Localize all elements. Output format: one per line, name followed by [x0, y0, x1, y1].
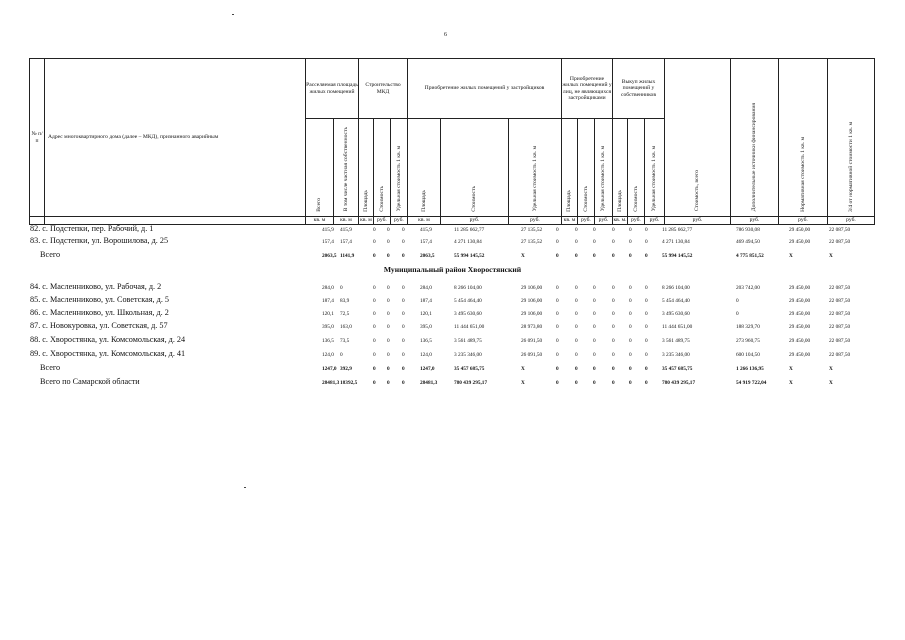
cell-value: 3 495 630,60 — [454, 311, 482, 317]
cell-value: 0 — [593, 253, 596, 259]
cell-value: 3 561 489,75 — [454, 338, 482, 344]
cell-value: 0 — [387, 380, 390, 386]
cell-value: 0 — [645, 338, 648, 344]
col-dop-istochniki: Дополнительные источники финансирования — [731, 59, 779, 217]
cell-value: 54 919 722,04 — [736, 380, 767, 386]
cell-value: 0 — [575, 311, 578, 317]
cell-value: 1247,0 — [322, 366, 337, 372]
cell-value: 0 — [373, 352, 376, 358]
cell-value: 0 — [612, 338, 615, 344]
row-address: 82. с. Подстепки, пер. Рабочий, д. 1 — [30, 224, 154, 233]
table-row — [0, 282, 905, 293]
cell-value: 124,0 — [420, 352, 432, 358]
cell-value: 284,0 — [420, 285, 432, 291]
cell-value: 0 — [612, 227, 615, 233]
cell-value: 29 106,00 — [521, 311, 543, 317]
cell-value: 0 — [575, 352, 578, 358]
cell-value: 0 — [645, 352, 648, 358]
cell-value: 0 — [402, 352, 405, 358]
cell-value: 0 — [402, 366, 405, 372]
unit-cell: руб. — [828, 217, 875, 225]
row-address: Всего — [40, 250, 61, 259]
cell-value: 55 994 145,52 — [454, 253, 485, 259]
cell-value: 11 444 651,00 — [662, 324, 693, 330]
cell-value: X — [789, 380, 793, 386]
cell-value: 0 — [402, 338, 405, 344]
table-row — [0, 295, 905, 306]
col-stoimost-vsego: Стоимость, всего — [665, 59, 731, 217]
row-address: 85. с. Масленниково, ул. Советская, д. 5 — [30, 295, 170, 304]
sub-stoimost: Стоимость — [441, 119, 509, 217]
cell-value: 0 — [556, 311, 559, 317]
cell-value: 0 — [645, 380, 648, 386]
cell-value: 0 — [629, 253, 632, 259]
cell-value: 469 494,50 — [736, 239, 760, 245]
cell-value: 0 — [629, 311, 632, 317]
cell-value: 0 — [575, 227, 578, 233]
cell-value: 0 — [373, 239, 376, 245]
cell-value: 0 — [373, 298, 376, 304]
cell-value: 780 439 295,17 — [454, 380, 488, 386]
cell-value: 187,4 — [420, 298, 432, 304]
unit-cell: руб. — [645, 217, 665, 225]
cell-value: 26 091,50 — [521, 352, 543, 358]
cell-value: 0 — [629, 366, 632, 372]
cell-value: 392,9 — [340, 366, 352, 372]
cell-value: 22 087,50 — [829, 298, 851, 304]
sub-ploshad: Площадь — [613, 119, 628, 217]
row-address: 89. с. Хворостянка, ул. Комсомольская, д. 41 — [30, 349, 186, 358]
cell-value: X — [521, 380, 525, 386]
cell-value: 1 266 136,95 — [736, 366, 764, 372]
cell-value: 28481,3 — [322, 380, 340, 386]
cell-value: 11 285 662,77 — [662, 227, 693, 233]
cell-value: 0 — [387, 352, 390, 358]
cell-value: 0 — [402, 239, 405, 245]
cell-value: 29 450,00 — [789, 352, 811, 358]
cell-value: 26 091,50 — [521, 338, 543, 344]
header-table — [29, 58, 875, 225]
cell-value: 120,1 — [322, 311, 334, 317]
group-rasselyaemaya: Расселяемая площадь жилых помещений — [306, 59, 359, 119]
row-address: Всего — [40, 363, 61, 372]
cell-value: 0 — [629, 352, 632, 358]
table-row — [0, 349, 905, 360]
cell-value: 22 087,50 — [829, 227, 851, 233]
cell-value: 0 — [387, 285, 390, 291]
cell-value: 27 135,52 — [521, 227, 543, 233]
cell-value: 0 — [629, 285, 632, 291]
cell-value: 0 — [575, 338, 578, 344]
cell-value: 35 457 685,75 — [454, 366, 485, 372]
cell-value: 0 — [402, 324, 405, 330]
cell-value: 0 — [612, 352, 615, 358]
sub-ploshad: Площадь — [359, 119, 374, 217]
cell-value: 55 994 145,52 — [662, 253, 693, 259]
cell-value: 0 — [629, 227, 632, 233]
cell-value: 5 454 464,40 — [662, 298, 690, 304]
cell-value: 3 235 346,00 — [662, 352, 690, 358]
cell-value: 3 235 346,00 — [454, 352, 482, 358]
cell-value: 3 561 489,75 — [662, 338, 690, 344]
sub-udel: Удельная стоимость 1 кв. м — [645, 119, 665, 217]
cell-value: 4 271 130,84 — [454, 239, 482, 245]
table-row — [0, 321, 905, 332]
cell-value: 1247,0 — [420, 366, 435, 372]
col-address-header: Адрес многоквартирного дома (далее – МКД), признанного аварийным — [45, 59, 306, 217]
cell-value: X — [521, 366, 525, 372]
group-ne-zastroyshiki: Приобретение жилых помещений у лиц, не являющихся застройщиками — [562, 59, 613, 119]
unit-cell: руб. — [391, 217, 408, 225]
cell-value: 0 — [645, 239, 648, 245]
cell-value: 0 — [402, 298, 405, 304]
cell-value: 0 — [629, 239, 632, 245]
cell-value: 0 — [645, 366, 648, 372]
cell-value: 600 104,50 — [736, 352, 760, 358]
row-address: 87. с. Новокуровка, ул. Советская, д. 57 — [30, 321, 168, 330]
total-row — [0, 250, 905, 261]
table-row — [0, 224, 905, 235]
cell-value: 0 — [736, 298, 739, 304]
cell-value: X — [789, 253, 793, 259]
row-address: Всего по Самарской области — [40, 377, 140, 386]
cell-value: 2063,5 — [322, 253, 337, 259]
cell-value: 0 — [612, 253, 615, 259]
unit-cell: кв. м — [360, 217, 372, 224]
cell-value: 35 457 685,75 — [662, 366, 693, 372]
cell-value: 11 444 651,00 — [454, 324, 485, 330]
cell-value: 136,5 — [322, 338, 334, 344]
cell-value: 0 — [575, 380, 578, 386]
cell-value: 2063,5 — [420, 253, 435, 259]
cell-value: 0 — [402, 380, 405, 386]
cell-value: 395,0 — [420, 324, 432, 330]
cell-value: 124,0 — [322, 352, 334, 358]
cell-value: 0 — [373, 227, 376, 233]
cell-value: 0 — [645, 227, 648, 233]
group-vykup: Выкуп жилых помещений у собственников — [613, 59, 665, 119]
cell-value: 0 — [629, 324, 632, 330]
cell-value: 29 450,00 — [789, 285, 811, 291]
cell-value: 0 — [402, 285, 405, 291]
cell-value: 29 106,00 — [521, 298, 543, 304]
cell-value: X — [829, 366, 833, 372]
cell-value: 5 454 464,40 — [454, 298, 482, 304]
cell-value: 0 — [556, 239, 559, 245]
cell-value: 0 — [340, 352, 343, 358]
cell-value: 395,0 — [322, 324, 334, 330]
cell-value: 0 — [556, 338, 559, 344]
cell-value: 0 — [556, 227, 559, 233]
cell-value: 22 087,50 — [829, 311, 851, 317]
cell-value: 0 — [575, 239, 578, 245]
unit-cell: руб. — [441, 217, 509, 225]
cell-value: 72,5 — [340, 311, 350, 317]
cell-value: 29 450,00 — [789, 298, 811, 304]
cell-value: 0 — [593, 227, 596, 233]
cell-value: 0 — [387, 324, 390, 330]
cell-value: 22 087,50 — [829, 324, 851, 330]
cell-value: 8 266 104,00 — [662, 285, 690, 291]
unit-cell: кв. м — [306, 217, 334, 225]
sub-stoimost: Стоимость — [578, 119, 595, 217]
group-zastroyshiki: Приобретение жилых помещений у застройщиков — [408, 59, 562, 119]
unit-cell: руб. — [509, 217, 562, 225]
scan-speck — [232, 14, 234, 15]
row-address: 86. с. Масленниково, ул. Школьная, д. 2 — [30, 308, 169, 317]
col-num-header: № п/п — [30, 59, 45, 217]
row-address: 84. с. Масленниково, ул. Рабочая, д. 2 — [30, 282, 162, 291]
cell-value: 0 — [373, 311, 376, 317]
cell-value: 0 — [593, 298, 596, 304]
row-address: 88. с. Хворостянка, ул. Комсомольская, д. 24 — [30, 335, 186, 344]
cell-value: 0 — [629, 338, 632, 344]
cell-value: 0 — [612, 380, 615, 386]
cell-value: 0 — [556, 352, 559, 358]
cell-value: 415,9 — [420, 227, 432, 233]
unit-cell: руб. — [665, 217, 731, 225]
cell-value: 0 — [556, 380, 559, 386]
cell-value: 0 — [340, 285, 343, 291]
total-row — [0, 377, 905, 388]
cell-value: 73,5 — [340, 338, 350, 344]
cell-value: 0 — [575, 298, 578, 304]
cell-value: 0 — [402, 227, 405, 233]
cell-value: 29 106,00 — [521, 285, 543, 291]
cell-value: 284,0 — [322, 285, 334, 291]
unit-cell: руб. — [578, 217, 595, 225]
cell-value: 29 450,00 — [789, 338, 811, 344]
sub-ploshad: Площадь — [408, 119, 441, 217]
cell-value: 0 — [645, 298, 648, 304]
cell-value: 0 — [387, 338, 390, 344]
cell-value: 0 — [736, 311, 739, 317]
cell-value: 0 — [373, 324, 376, 330]
cell-value: 0 — [575, 324, 578, 330]
cell-value: X — [829, 253, 833, 259]
cell-value: 0 — [575, 253, 578, 259]
cell-value: 0 — [402, 311, 405, 317]
cell-value: 188 329,70 — [736, 324, 760, 330]
sub-stoimost: Стоимость — [374, 119, 391, 217]
sub-udel: Удельная стоимость 1 кв. м — [595, 119, 613, 217]
cell-value: 0 — [612, 366, 615, 372]
cell-value: 0 — [575, 366, 578, 372]
unit-cell: кв. м — [562, 217, 578, 225]
cell-value: 0 — [593, 338, 596, 344]
cell-value: 0 — [387, 239, 390, 245]
total-row — [0, 363, 905, 374]
cell-value: 187,4 — [322, 298, 334, 304]
cell-value: 0 — [373, 338, 376, 344]
cell-value: 120,1 — [420, 311, 432, 317]
cell-value: 0 — [593, 324, 596, 330]
cell-value: 8 266 104,00 — [454, 285, 482, 291]
cell-value: 29 450,00 — [789, 227, 811, 233]
cell-value: 136,5 — [420, 338, 432, 344]
cell-value: 780 439 295,17 — [662, 380, 696, 386]
unit-cell: руб. — [374, 217, 391, 225]
sub-udel: Удельная стоимость 1 кв. м — [391, 119, 408, 217]
cell-value: 1141,9 — [340, 253, 355, 259]
cell-value: 18392,5 — [340, 380, 358, 386]
cell-value: 0 — [629, 380, 632, 386]
cell-value: 0 — [556, 298, 559, 304]
scan-speck — [244, 487, 246, 488]
cell-value: 0 — [629, 298, 632, 304]
cell-value: 0 — [612, 298, 615, 304]
sub-chastnaya: В том числе частная собственность — [334, 119, 359, 217]
col-normativnaya: Нормативная стоимость 1 кв. м — [779, 59, 828, 217]
cell-value: 0 — [387, 311, 390, 317]
cell-value: 29 450,00 — [789, 324, 811, 330]
cell-value: 0 — [593, 285, 596, 291]
cell-value: 163,0 — [340, 324, 352, 330]
cell-value: 0 — [373, 380, 376, 386]
cell-value: 0 — [593, 352, 596, 358]
section-title: Муниципальный район Хворостянский — [383, 265, 522, 274]
cell-value: X — [829, 380, 833, 386]
cell-value: 27 135,52 — [521, 239, 543, 245]
cell-value: 0 — [593, 380, 596, 386]
cell-value: 0 — [645, 311, 648, 317]
cell-value: 0 — [645, 285, 648, 291]
cell-value: 415,9 — [322, 227, 334, 233]
cell-value: 0 — [645, 253, 648, 259]
cell-value: 0 — [387, 298, 390, 304]
cell-value: 29 450,00 — [789, 311, 811, 317]
sub-ploshad: Площадь — [562, 119, 578, 217]
cell-value: 0 — [575, 285, 578, 291]
unit-cell: кв. м — [334, 217, 359, 225]
table-row — [0, 308, 905, 319]
group-stroitelstvo: Строительство МКД — [359, 59, 408, 119]
row-address: 83. с. Подстепки, ул. Ворошилова, д. 25 — [30, 236, 169, 245]
cell-value: 203 742,00 — [736, 285, 760, 291]
cell-value: 157,4 — [340, 239, 352, 245]
unit-cell: кв. м — [408, 217, 441, 225]
cell-value: 415,9 — [340, 227, 352, 233]
cell-value: 3 495 630,60 — [662, 311, 690, 317]
cell-value: 0 — [612, 324, 615, 330]
unit-cell: руб. — [779, 217, 828, 225]
cell-value: 0 — [402, 253, 405, 259]
cell-value: 11 285 662,77 — [454, 227, 485, 233]
unit-cell: кв. м. — [613, 217, 627, 224]
table-row — [0, 236, 905, 247]
cell-value: 157,4 — [322, 239, 334, 245]
cell-value: 22 087,50 — [829, 338, 851, 344]
col-three-quarter: 3/4 от нормативной стоимости 1 кв. м — [828, 59, 875, 217]
unit-cell: руб. — [595, 217, 613, 225]
cell-value: 0 — [556, 253, 559, 259]
sub-stoimost: Стоимость — [628, 119, 645, 217]
cell-value: 273 960,75 — [736, 338, 760, 344]
cell-value: X — [789, 366, 793, 372]
cell-value: 83,9 — [340, 298, 350, 304]
cell-value: 0 — [387, 366, 390, 372]
sub-vsego: Всего — [306, 119, 334, 217]
cell-value: 22 087,50 — [829, 239, 851, 245]
cell-value: 4 271 130,84 — [662, 239, 690, 245]
cell-value: 28481,3 — [420, 380, 438, 386]
cell-value: 0 — [593, 311, 596, 317]
cell-value: 0 — [556, 285, 559, 291]
cell-value: 0 — [612, 285, 615, 291]
cell-value: 0 — [556, 324, 559, 330]
cell-value: 0 — [593, 366, 596, 372]
cell-value: 28 973,80 — [521, 324, 543, 330]
cell-value: 0 — [387, 253, 390, 259]
cell-value: 157,4 — [420, 239, 432, 245]
cell-value: 22 087,50 — [829, 285, 851, 291]
cell-value: 0 — [373, 366, 376, 372]
cell-value: 22 087,50 — [829, 352, 851, 358]
cell-value: 0 — [556, 366, 559, 372]
cell-value: X — [521, 253, 525, 259]
unit-cell: руб. — [731, 217, 779, 225]
cell-value: 29 450,00 — [789, 239, 811, 245]
cell-value: 0 — [645, 324, 648, 330]
sub-udel: Удельная стоимость 1 кв. м — [509, 119, 562, 217]
table-row — [0, 335, 905, 346]
cell-value: 0 — [612, 311, 615, 317]
cell-value: 786 930,08 — [736, 227, 760, 233]
cell-value: 0 — [373, 253, 376, 259]
unit-cell: руб. — [628, 217, 645, 225]
cell-value: 0 — [373, 285, 376, 291]
cell-value: 4 775 851,52 — [736, 253, 764, 259]
cell-value: 0 — [387, 227, 390, 233]
cell-value: 0 — [612, 239, 615, 245]
page-number: 6 — [444, 32, 447, 38]
cell-value: 0 — [593, 239, 596, 245]
